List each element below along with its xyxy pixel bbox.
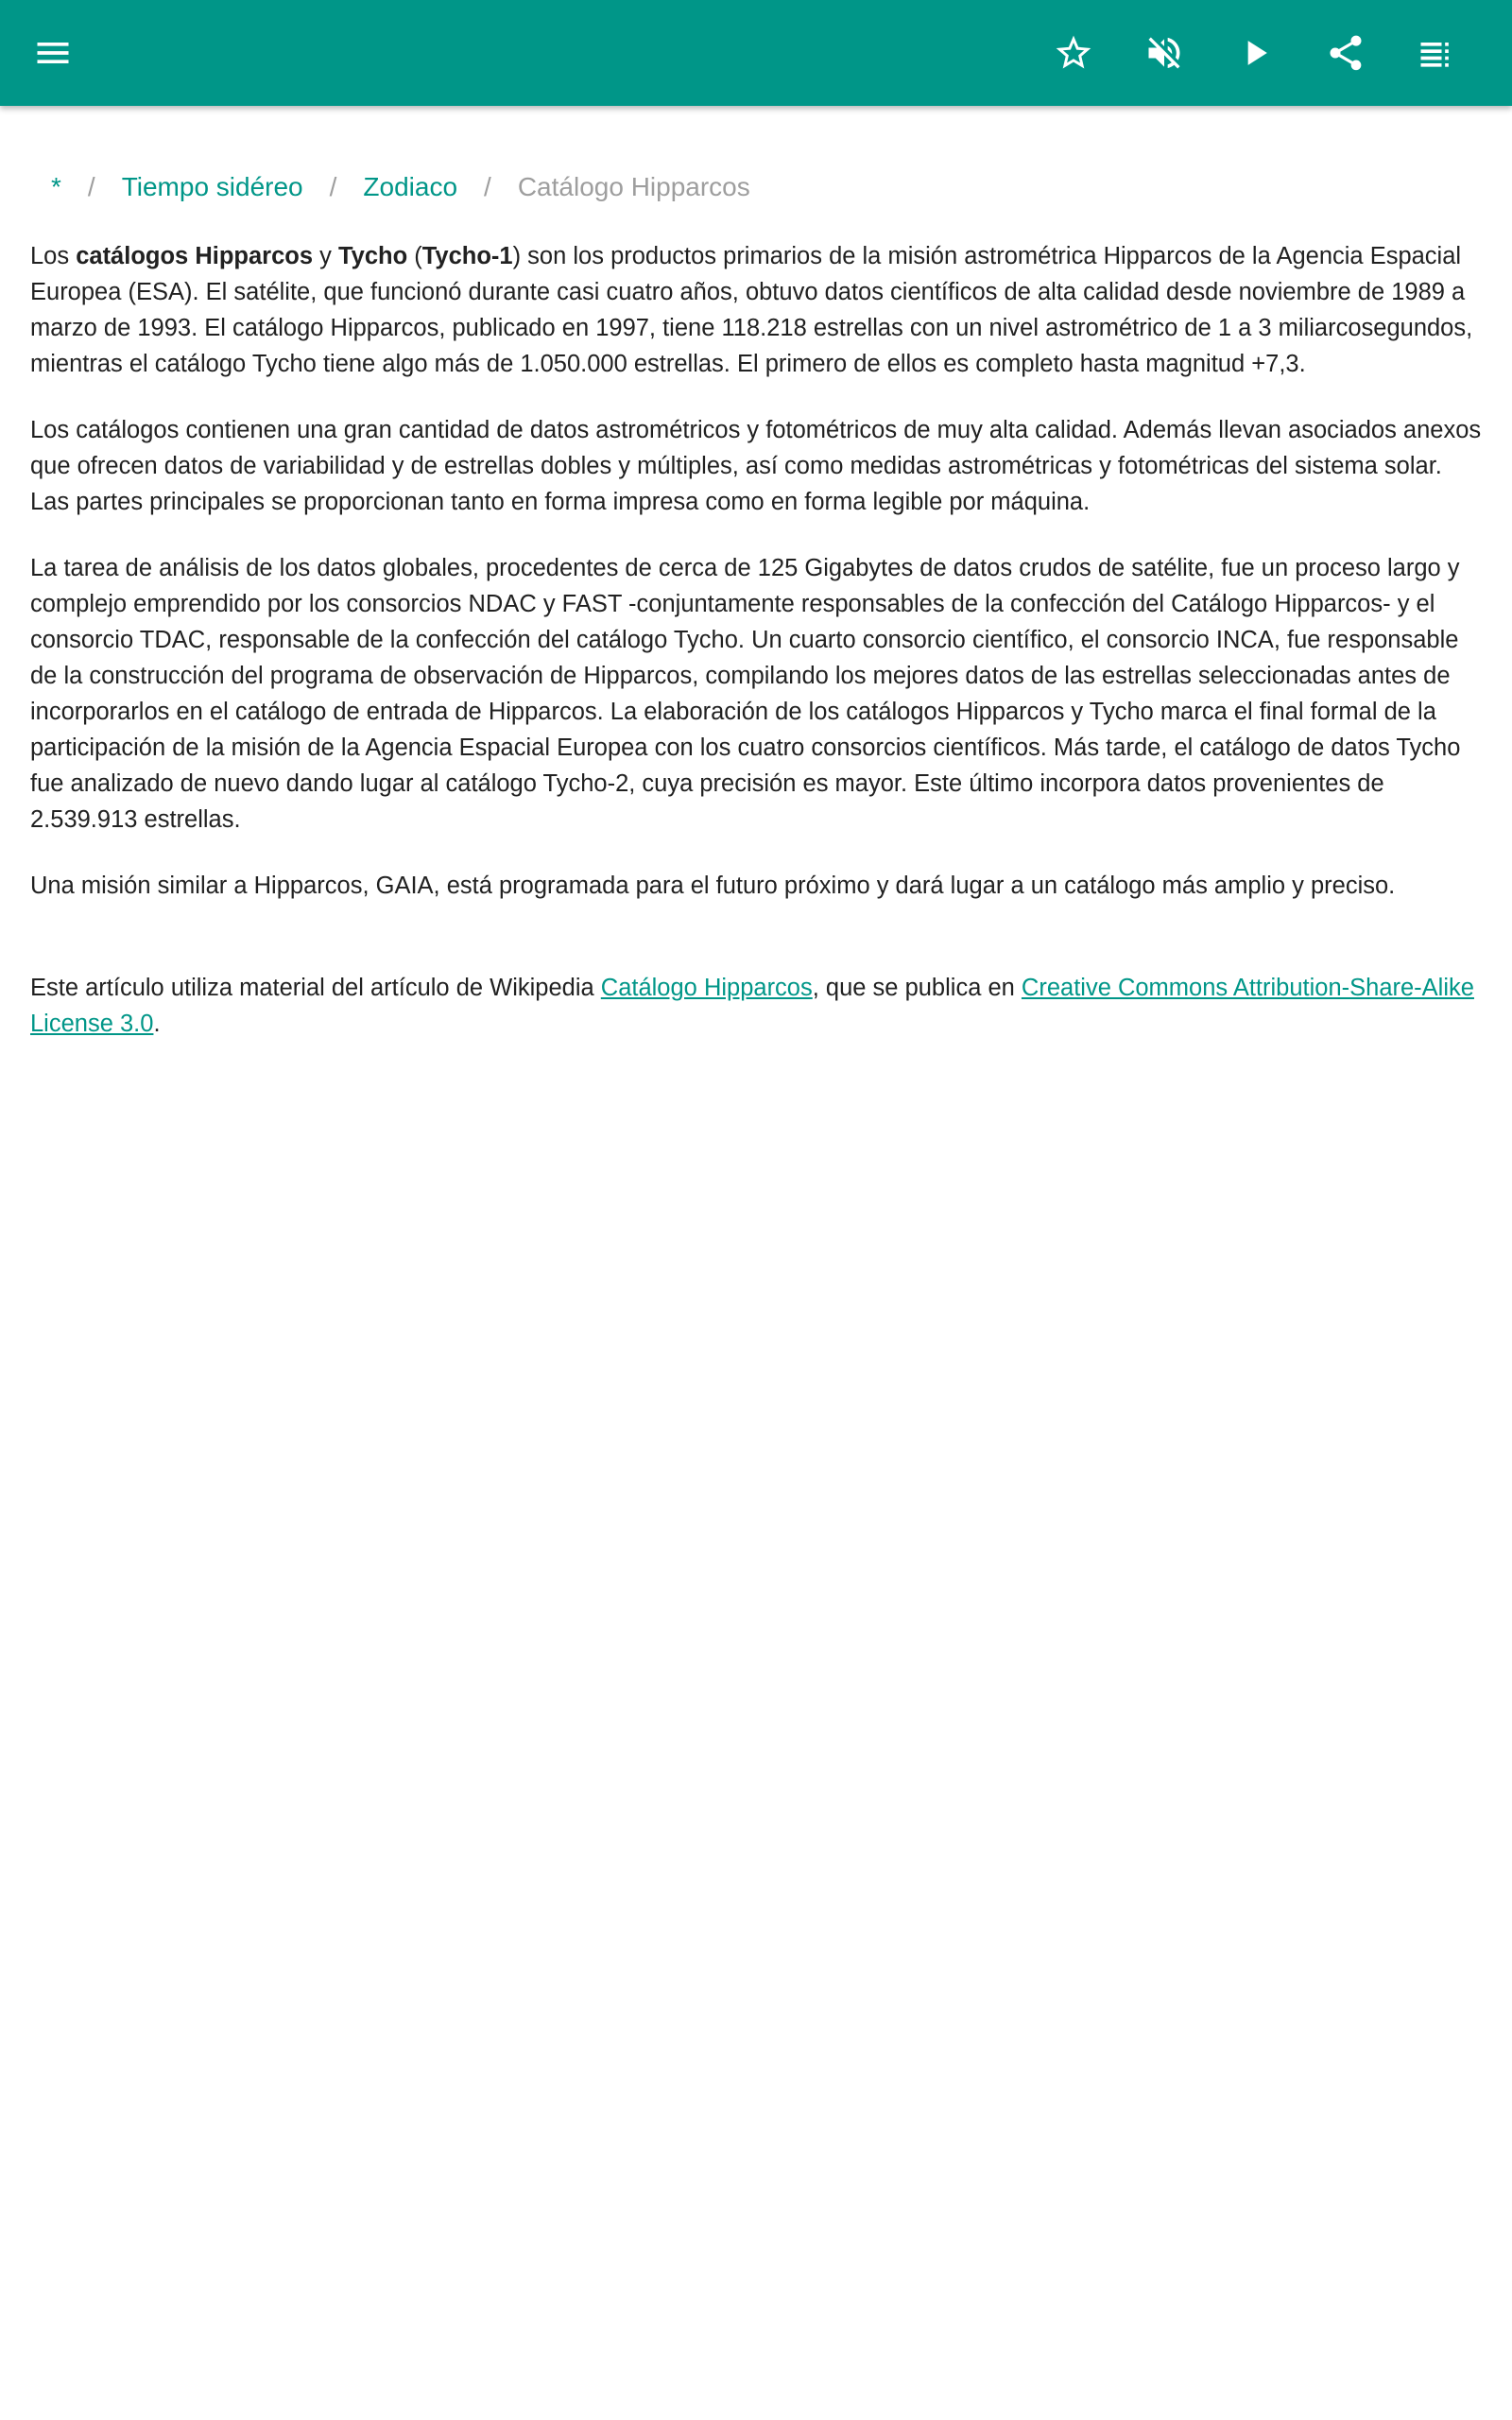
license-link[interactable]: Creative Commons Attribution-Share-Alike License 3.0 <box>30 975 1474 1037</box>
article-content <box>30 238 1482 1072</box>
text-run: . <box>153 1011 161 1037</box>
attribution-note <box>30 970 1482 1042</box>
menu-icon[interactable] <box>15 15 91 91</box>
article-paragraph-2: Los catálogos contienen una gran cantidad de datos astrométricos y fotométricos de muy alta calidad. Además llevan asociados anexos que ofrecen datos de variabilidad y de estrellas dobles y múltiples, así como medidas astrométricas y fotométricas del sistema solar. Las partes principales se proporcionan tanto en forma impresa como en forma legible por máquina. <box>30 417 1482 515</box>
breadcrumb-zodiaco-link[interactable]: Zodiaco <box>363 172 458 201</box>
playlist-icon[interactable] <box>1399 15 1474 91</box>
share-icon[interactable] <box>1308 15 1383 91</box>
volume-off-icon[interactable] <box>1126 15 1202 91</box>
breadcrumb-current-page: Catálogo Hipparcos <box>517 172 750 201</box>
article-paragraph-4: Una misión similar a Hipparcos, GAIA, está programada para el futuro próximo y dará lugar a un catálogo más amplio y preciso. <box>30 873 1396 899</box>
star-outline-icon[interactable] <box>1036 15 1111 91</box>
text-run: ) son los productos primarios de la misión astrométrica Hipparcos de la Agencia Espacial Europea (ESA). El satélite, que funcionó durante casi cuatro años, obtuvo datos científicos de alta calidad desde noviembre de 1989 a marzo de 1993. El catálogo Hipparcos, publicado en 1997, tiene 118.218 estrellas con un nivel astrométrico de 1 a 3 miliarcosegundos, mientras el catálogo Tycho tiene algo más de 1.050.000 estrellas. El primero de ellos es completo hasta magnitud +7,3. <box>30 243 1473 377</box>
text-run: Este artículo utiliza material del artículo de Wikipedia <box>30 975 601 1001</box>
text-run: ( <box>407 243 422 269</box>
breadcrumb-separator: / <box>87 172 95 201</box>
text-run: Los <box>30 243 77 269</box>
wikipedia-article-link[interactable]: Catálogo Hipparcos <box>600 975 813 1001</box>
app-bar <box>0 0 1512 106</box>
breadcrumb <box>30 166 750 208</box>
breadcrumb-home-link[interactable]: * <box>51 172 61 201</box>
text-run: , que se publica en <box>812 975 1022 1001</box>
bold-term: Tycho <box>337 243 408 269</box>
text-run: y <box>313 243 338 269</box>
breadcrumb-separator: / <box>484 172 491 201</box>
play-icon[interactable] <box>1217 15 1293 91</box>
breadcrumb-separator: / <box>329 172 337 201</box>
article-paragraph-3: La tarea de análisis de los datos globales, procedentes de cerca de 125 Gigabytes de datos crudos de satélite, fue un proceso largo y complejo emprendido por los consorcios NDAC y FAST -conjuntamente responsables de la confección del Catálogo Hipparcos- y el consorcio TDAC, responsable de la confección del catálogo Tycho. Un cuarto consorcio científico, el consorcio INCA, fue responsable de la construcción del programa de observación de Hipparcos, compilando los mejores datos de las estrellas seleccionadas antes de incorporarlos en el catálogo de entrada de Hipparcos. La elaboración de los catálogos Hipparcos y Tycho marca el final formal de la participación de la misión de la Agencia Espacial Europea con los cuatro consorcios científicos. Más tarde, el catálogo de datos Tycho fue analizado de nuevo dando lugar al catálogo Tycho-2, cuya precisión es mayor. Este último incorpora datos provenientes de 2.539.913 estrellas. <box>30 555 1461 833</box>
bold-term: Tycho-1 <box>421 243 513 269</box>
article-paragraph-1 <box>30 238 1482 382</box>
bold-term: catálogos Hipparcos <box>76 243 314 269</box>
breadcrumb-tiempo-sidereo-link[interactable]: Tiempo sidéreo <box>121 172 303 201</box>
